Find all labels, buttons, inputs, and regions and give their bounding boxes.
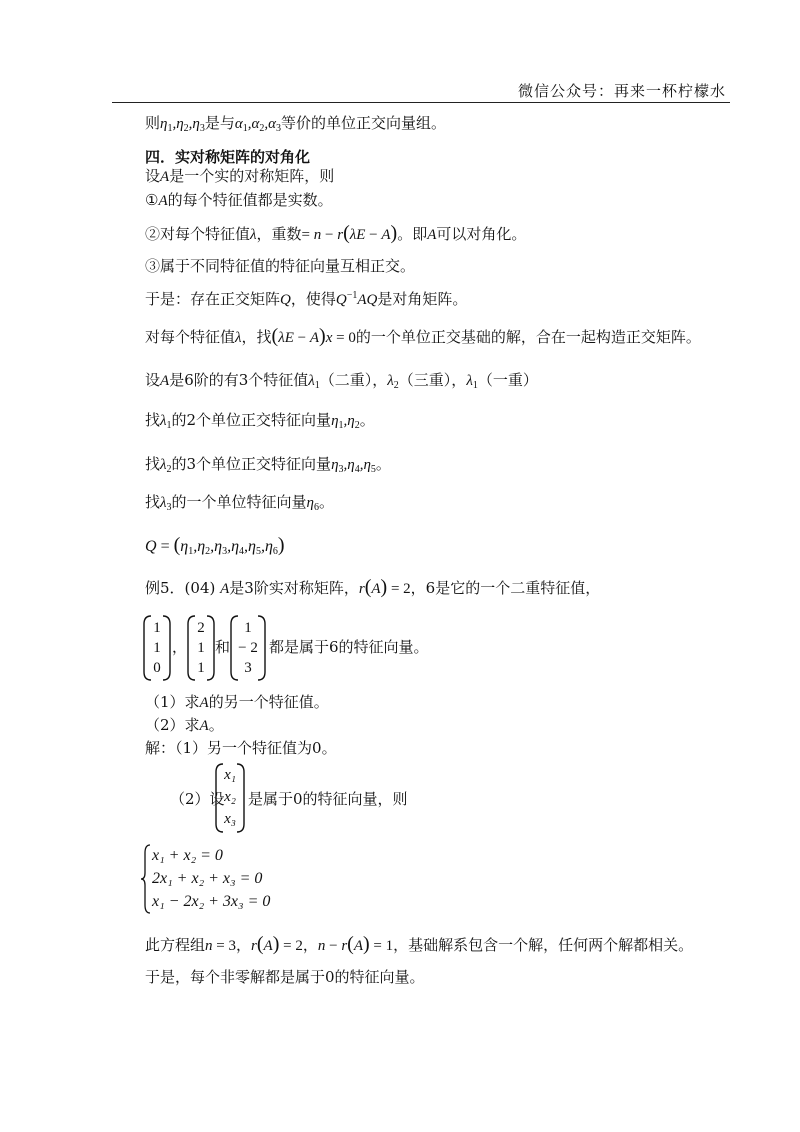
section-title: 四．实对称矩阵的对角化	[145, 148, 311, 166]
line-find-lambda1: 找$\lambda_1$的2个单位正交特征向量$\eta_1,\eta_2$。	[145, 411, 375, 431]
example-statement: 例5．(04) A是3阶实对称矩阵，r(A) = 2，6是它的一个二重特征值，	[145, 576, 601, 598]
channel-name: 微信公众号：再来一杯柠檬水	[517, 82, 726, 100]
equation-2: 2x₁ + x₂ + x₃ = 0	[152, 870, 263, 887]
line-find-lambda3: 找$\lambda_3$的一个单位特征向量$\eta_6$。	[145, 493, 334, 513]
question-1: （1）求A的另一个特征值。	[145, 693, 329, 711]
question-2: （2）求A。	[145, 716, 224, 734]
solution-2-tail: 是属于0的特征向量，则	[248, 790, 408, 808]
line-construct: 对每个特征值λ，找(λE − A)x = 0的一个单位正交基础的解，合在一起构造正交矩阵。	[145, 325, 701, 347]
line-property-1: ①A的每个特征值都是实数。	[145, 191, 333, 209]
formula-q: $Q = (\eta_1,\eta_2,\eta_3,\eta_4,\eta_5,\eta_6)$	[145, 534, 285, 557]
line-conclusion: 于是，每个非零解都是属于0的特征向量。	[145, 968, 425, 986]
page-header	[112, 78, 730, 102]
equation-1: x₁ + x₂ = 0	[152, 847, 223, 864]
line-rank: 此方程组n = 3，r(A) = 2，n − r(A) = 1，基础解系包含一个解，任何两个解都相关。	[145, 933, 694, 955]
line-orthonormal-set: 则$\eta_1,\eta_2,\eta_3$是与$\alpha_1,\alpha_2,\alpha_3$等价的单位正交向量组。	[145, 114, 447, 134]
line-property-3: ③属于不同特征值的特征向量互相正交。	[145, 257, 416, 275]
line-find-lambda2: 找$\lambda_2$的3个单位正交特征向量$\eta_3,\eta_4,\eta_5$。	[145, 455, 391, 475]
solution-2-label: （2）设	[170, 790, 225, 808]
header-rule	[112, 102, 730, 103]
solution-1: 解：（1）另一个特征值为0。	[145, 739, 337, 757]
equation-3: x₁ − 2x₂ + 3x₃ = 0	[152, 893, 271, 910]
line-real-symmetric: 设A是一个实的对称矩阵，则	[145, 167, 335, 185]
line-six-order: 设A是6阶的有3个特征值$\lambda_1$（二重），$\lambda_2$（三重），$\lambda_1$（一重）	[145, 371, 538, 391]
line-property-2: ②对每个特征值λ，重数= n − r(λE − A)。即A可以对角化。	[145, 222, 527, 244]
line-orthogonal-q: 于是：存在正交矩阵Q，使得$Q^{-1}AQ$是对角矩阵。	[145, 290, 468, 308]
